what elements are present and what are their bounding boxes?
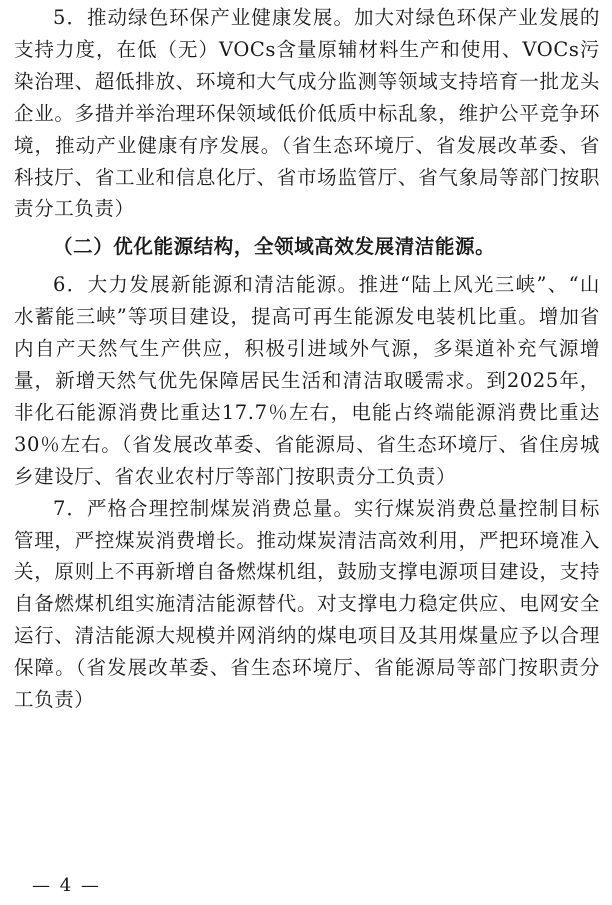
paragraph-item-5: 5．推动绿色环保产业健康发展。加大对绿色环保产业发展的支持力度，在低（无）VOCs含量原辅材料生产和使用、VOCs污染治理、超低排放、环境和大气成分监测等领域支持培育一批龙头企业。多措并举治理环保领域低价低质中标乱象，维护公平竞争环境，推动产业健康有序发展。（省生态环境厅、省发展改革委、省科技厅、省工业和信息化厅、省市场监管厅、省气象局等部门按职责分工负责） (14, 6, 600, 221)
document-page (14, 2, 600, 716)
paragraph-item-7: 7．严格合理控制煤炭消费总量。实行煤炭消费总量控制目标管理，严控煤炭消费增长。推动煤炭清洁高效利用，严把环境准入关，原则上不再新增自备燃煤机组，鼓励支撑电源项目建设，支持自备燃煤机组实施清洁能源替代。对支撑电力稳定供应、电网安全运行、清洁能源大规模并网消纳的煤电项目及其用煤量应予以合理保障。（省发展改革委、省生态环境厅、省能源局等部门按职责分工负责） (14, 496, 600, 712)
section-heading-2: （二）优化能源结构，全领域高效发展清洁能源。 (53, 235, 496, 259)
paragraph-item-6: 6．大力发展新能源和清洁能源。推进“陆上风光三峡”、“山水蓄能三峡”等项目建设，提高可再生能源发电装机比重。增加省内自产天然气生产供应，积极引进域外气源，多渠道补充气源增量，新增天然气优先保障居民生活和清洁取暖需求。到2025年，非化石能源消费比重达17.7％左右，电能占终端能源消费比重达30％左右。（省发展改革委、省能源局、省生态环境厅、省住房城乡建设厅、省农业农村厅等部门按职责分工负责） (14, 273, 600, 488)
page-number: — 4 — (32, 875, 101, 896)
